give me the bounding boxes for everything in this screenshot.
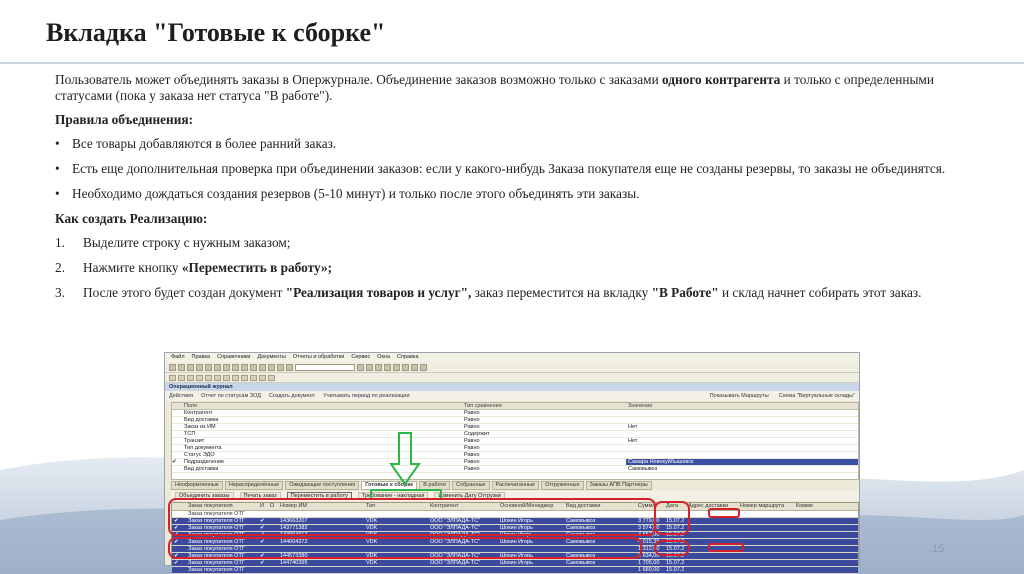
virtual-warehouses-checkbox[interactable]: Схема "Виртуальные склады"	[778, 393, 855, 399]
table-cell: ООО "ЭЛПАДА-ТС"	[430, 553, 481, 559]
list-item: 3. После этого будет создан документ "Реализация товаров и услуг", заказ переместится на вкладку "В Работе" и склад начнет собирать этот заказ.	[55, 285, 922, 300]
toolbar-icon[interactable]	[205, 375, 212, 381]
toolbar-icon[interactable]	[241, 375, 248, 381]
filter-row[interactable]: Вид доставки Равно Самовывоз	[172, 466, 858, 473]
toolbar-icon[interactable]	[232, 375, 239, 381]
filter-row[interactable]: Статус ЭДО Равно	[172, 452, 858, 459]
toolbar-icon[interactable]	[187, 364, 194, 371]
main-toolbar	[165, 362, 859, 373]
table-cell: Шокин Игорь	[500, 518, 533, 524]
tab-assembled[interactable]: Собранные	[452, 481, 489, 490]
menu-item[interactable]: Правка	[191, 354, 211, 360]
table-cell: Шокин Игорь	[500, 553, 533, 559]
table-cell: ✔	[174, 553, 179, 559]
table-cell: ✔	[260, 525, 265, 531]
table-cell	[794, 525, 858, 531]
table-cell: Самовывоз	[566, 525, 596, 531]
table-cell: 15.07.2	[666, 553, 685, 559]
table-cell: Самовывоз	[566, 532, 596, 538]
table-cell	[172, 567, 186, 573]
table-cell: 15.07.2	[666, 525, 685, 531]
table-cell: Самовывоз	[566, 518, 596, 524]
toolbar-icon[interactable]	[268, 364, 275, 371]
period-toggle[interactable]: Учитывать период по реализации	[323, 393, 410, 399]
table-cell: ✔	[260, 553, 265, 559]
filter-row[interactable]: Заказ из ИМ Равно Нет	[172, 424, 858, 431]
table-cell: 143663207	[280, 518, 308, 524]
table-cell: VDK	[366, 532, 378, 538]
change-ship-date-button[interactable]: Изменить Дату Отгрузки	[434, 492, 504, 500]
table-cell	[738, 539, 794, 545]
tab-in-work[interactable]: В работе	[419, 481, 450, 490]
table-cell: ООО "ЭЛПАДА-ТС"	[430, 525, 481, 531]
table-cell	[738, 567, 794, 573]
column-header[interactable]: Значение	[628, 403, 653, 409]
print-order-button[interactable]: Печать заказ	[240, 492, 281, 500]
column-header[interactable]: Тип сравнения	[464, 403, 502, 409]
column-header[interactable]: Вид доставки	[566, 503, 601, 509]
table-cell	[278, 567, 364, 573]
table-cell: VDK	[366, 560, 378, 566]
table-cell: Заказ покупателя ОТГ	[188, 567, 245, 573]
toolbar-icon[interactable]	[366, 364, 373, 371]
table-row[interactable]	[172, 567, 858, 574]
toolbar-icon[interactable]	[411, 364, 418, 371]
table-cell: Шокин Игорь	[500, 532, 533, 538]
table-cell: 15.07.2	[666, 539, 685, 545]
search-input[interactable]	[295, 364, 355, 371]
table-cell	[794, 539, 858, 545]
table-cell	[738, 532, 794, 538]
filter-row[interactable]: Вид доставки Равно	[172, 417, 858, 424]
toolbar-icon[interactable]	[420, 364, 427, 371]
orders-highlight-oval	[168, 537, 642, 559]
column-header[interactable]: Комме	[796, 503, 813, 509]
table-cell	[498, 567, 564, 573]
toolbar-icon[interactable]	[250, 375, 257, 381]
down-arrow-icon	[390, 432, 420, 486]
tab-shipped[interactable]: Отгруженные	[541, 481, 583, 490]
toolbar-icon[interactable]	[402, 364, 409, 371]
table-cell: VDK	[366, 525, 378, 531]
filter-table	[171, 402, 859, 480]
menu-item[interactable]: Сервис	[351, 354, 371, 360]
table-cell: 1 312,00	[638, 546, 660, 552]
menu-bar	[165, 353, 859, 362]
toolbar-icon[interactable]	[250, 364, 257, 371]
table-cell	[738, 553, 794, 559]
slide-title: Вкладка "Готовые к сборке"	[46, 18, 386, 47]
table-cell: ✔	[260, 518, 265, 524]
toolbar-icon[interactable]	[178, 364, 185, 371]
table-cell: Заказ покупателя ОТГ	[188, 539, 245, 545]
toolbar-icon[interactable]	[393, 364, 400, 371]
menu-item[interactable]: Справка	[397, 354, 419, 360]
table-cell: 15.07.2	[666, 567, 685, 573]
table-cell	[686, 525, 738, 531]
table-cell	[686, 567, 738, 573]
filter-row[interactable]: Контрагент Равно	[172, 410, 858, 417]
steps-list	[55, 235, 975, 301]
options-checks	[710, 393, 855, 399]
table-cell	[686, 553, 738, 559]
toolbar-icon[interactable]	[357, 364, 364, 371]
table-cell: 143771382	[280, 525, 308, 531]
toolbar-icon[interactable]	[214, 375, 221, 381]
menu-item[interactable]: Справочники	[217, 354, 251, 360]
table-cell	[794, 518, 858, 524]
actions-bar	[165, 391, 859, 401]
table-cell: 2 634,00	[638, 553, 660, 559]
table-cell	[428, 567, 498, 573]
filter-row[interactable]: Транзит Равно Нет	[172, 438, 858, 445]
table-cell: ✔	[260, 560, 265, 566]
table-cell: Заказ покупателя ОТГ	[188, 553, 245, 559]
toolbar-icon[interactable]	[223, 375, 230, 381]
table-cell: Заказ покупателя ОТГ	[188, 560, 245, 566]
column-header[interactable]: Номер ИМ	[280, 503, 307, 509]
table-cell: 3 779,00	[638, 518, 660, 524]
table-cell: Шокин Игорь	[500, 560, 533, 566]
table-cell: 1 705,00	[638, 560, 660, 566]
column-header[interactable]: Контрагент	[430, 503, 459, 509]
menu-item[interactable]: Окна	[377, 354, 390, 360]
show-routes-checkbox[interactable]: Показывать Маршруты	[709, 393, 769, 399]
table-cell: Самовывоз	[566, 553, 596, 559]
actions-menu[interactable]: Действия	[169, 393, 194, 399]
toolbar-icon[interactable]	[178, 375, 185, 381]
date-highlight-oval	[708, 508, 740, 518]
tab-ready-to-assemble[interactable]: Готовые к сборке	[361, 481, 417, 490]
column-header[interactable]: Дата	[666, 503, 679, 509]
table-cell: Заказ покупателя ОТГ	[188, 511, 245, 517]
table-cell: VDK	[366, 553, 378, 559]
table-cell: ООО "ЭЛПАДА-ТС"	[430, 518, 481, 524]
toolbar-icon[interactable]	[384, 364, 391, 371]
table-cell	[268, 560, 278, 566]
toolbar-icon[interactable]	[214, 364, 221, 371]
table-cell: Заказ покупателя ОТГ	[188, 546, 245, 552]
list-item: 1. Выделите строку с нужным заказом;	[55, 235, 291, 250]
table-cell: Самовывоз	[566, 560, 596, 566]
tab-partners[interactable]: Заказы АПВ Партнеры	[586, 481, 652, 490]
toolbar-icon[interactable]	[268, 375, 275, 381]
tab-unprocessed[interactable]: Неоформленные	[171, 481, 223, 490]
table-cell: ✔	[174, 539, 179, 545]
table-cell: ООО "ЭЛПАДА-ТС"	[430, 539, 481, 545]
table-cell	[738, 525, 794, 531]
table-cell: Заказ покупателя ОТГ	[188, 518, 245, 524]
slide-body	[55, 72, 975, 310]
table-cell: ✔	[260, 532, 265, 538]
window-title: Операционный журнал	[165, 383, 859, 391]
table-cell	[794, 546, 858, 552]
how-heading: Как создать Реализацию:	[55, 211, 208, 226]
filter-row[interactable]: ✔ Подразделение Равно Самара Новокуйбышевск	[172, 459, 858, 466]
sum-highlight-oval	[654, 501, 690, 535]
table-cell: Самовывоз	[566, 539, 596, 545]
create-document-button[interactable]: Создать документ	[268, 393, 316, 399]
table-cell	[794, 553, 858, 559]
intro-paragraph: Пользователь может объединять заказы в Опержурнале. Объединение заказов возможно только с заказами одного контрагента и только с определенными статусами (пока у заказа нет статуса "В работе").	[55, 72, 934, 103]
toolbar-icon[interactable]	[169, 364, 176, 371]
list-item: • Все товары добавляются в более ранний заказ.	[55, 136, 337, 151]
table-cell: 15.07.2	[666, 560, 685, 566]
table-cell	[738, 511, 794, 517]
menu-item[interactable]: Документы	[257, 354, 286, 360]
toolbar-icon[interactable]	[223, 364, 230, 371]
table-cell: ООО "ЭЛПАДА-ТС"	[430, 560, 481, 566]
table-cell	[268, 567, 278, 573]
table-cell: Шокин Игорь	[500, 539, 533, 545]
requisition-invoice-button[interactable]: Требование - накладная	[358, 492, 428, 500]
date-highlight-oval	[708, 543, 744, 552]
status-report-button[interactable]: Отчет по статусам ЗОД	[201, 393, 261, 399]
secondary-toolbar	[165, 373, 859, 383]
column-header[interactable]: Адрес доставки	[688, 503, 729, 509]
table-cell: 144004372	[280, 539, 308, 545]
table-cell: Шокин Игорь	[500, 525, 533, 531]
column-header[interactable]: Сумма	[638, 503, 656, 509]
table-row[interactable]	[172, 560, 858, 567]
table-cell: 144573380	[280, 553, 308, 559]
menu-item[interactable]: Файл	[171, 354, 185, 360]
toolbar-icon[interactable]	[259, 375, 266, 381]
table-cell: VDK	[366, 539, 378, 545]
merge-orders-button[interactable]: Объединить заказы	[175, 492, 234, 500]
toolbar-icon[interactable]	[375, 364, 382, 371]
table-cell	[794, 567, 858, 573]
toolbar-icon[interactable]	[241, 364, 248, 371]
table-cell: 4 557,00	[638, 532, 660, 538]
toolbar-icon[interactable]	[259, 364, 266, 371]
column-header[interactable]: Заказ покупателя	[188, 503, 233, 509]
table-cell	[738, 518, 794, 524]
rules-list	[55, 136, 975, 202]
filter-header	[172, 403, 858, 410]
toolbar-icon[interactable]	[286, 364, 293, 371]
table-cell	[738, 546, 794, 552]
tab-unallocated[interactable]: Нераспределённые	[225, 481, 283, 490]
toolbar-icon[interactable]	[277, 364, 284, 371]
table-cell	[258, 567, 268, 573]
table-cell: 15.07.2	[666, 532, 685, 538]
toolbar-icon[interactable]	[169, 375, 176, 381]
table-cell	[794, 560, 858, 566]
toolbar-icon[interactable]	[187, 375, 194, 381]
filter-row[interactable]: Тип документа Равно	[172, 445, 858, 452]
sum-highlight-oval	[654, 540, 690, 556]
orders-highlight-oval	[168, 498, 656, 536]
table-cell: 144740395	[280, 560, 308, 566]
journal-tabs	[171, 481, 859, 490]
move-to-work-button[interactable]: Переместить в работу	[287, 492, 352, 500]
table-cell	[686, 532, 738, 538]
list-item: • Есть еще дополнительная проверка при объединении заказов: если у какого-нибудь Заказа покупателя еще не созданы резервы, то заказы не объединятся.	[55, 161, 946, 176]
tab-printed[interactable]: Распечатанные	[492, 481, 540, 490]
column-header[interactable]: Номер маршрута	[740, 503, 785, 509]
list-item: 2. Нажмите кнопку «Переместить в работу»;	[55, 260, 333, 275]
table-cell: ✔	[174, 518, 179, 524]
table-cell: 1 680,00	[638, 567, 660, 573]
table-cell: Заказ покупателя ОТГ	[188, 532, 245, 538]
menu-item[interactable]: Отчеты и обработки	[292, 354, 345, 360]
list-item: • Необходимо дождаться создания резервов (5-10 минут) и только после этого объединять эти заказы.	[55, 186, 640, 201]
table-cell: VDK	[366, 518, 378, 524]
table-cell: ✔	[260, 539, 265, 545]
table-cell: ООО "ЭЛПАДА-ТС"	[430, 532, 481, 538]
table-cell: 15.07.2	[666, 518, 685, 524]
table-cell: 4 015,35	[638, 539, 660, 545]
page-number: 15	[932, 543, 945, 555]
column-header[interactable]: Тип	[366, 503, 376, 509]
table-cell	[738, 560, 794, 566]
table-cell: 15.07.2	[666, 546, 685, 552]
table-cell: ✔	[174, 532, 179, 538]
column-header[interactable]: Основной/Менеджер	[500, 503, 554, 509]
table-cell: ✔	[174, 560, 179, 566]
toolbar-icon[interactable]	[196, 364, 203, 371]
toolbar-icon[interactable]	[205, 364, 212, 371]
title-divider	[0, 62, 1024, 64]
tab-awaiting[interactable]: Ожидающие поступления	[285, 481, 359, 490]
table-cell	[686, 560, 738, 566]
table-cell	[794, 532, 858, 538]
toolbar-icon[interactable]	[232, 364, 239, 371]
rules-heading: Правила объединения:	[55, 112, 194, 127]
column-header[interactable]: О	[270, 503, 275, 509]
table-cell: 143964912	[280, 532, 308, 538]
table-cell: Заказ покупателя ОТГ	[188, 525, 245, 531]
table-cell: 3 574,00	[638, 525, 660, 531]
table-cell: ✔	[174, 525, 179, 531]
toolbar-icon[interactable]	[196, 375, 203, 381]
table-cell	[564, 567, 636, 573]
filter-row[interactable]: ТСП Содержит	[172, 431, 858, 438]
table-cell	[794, 511, 858, 517]
column-header[interactable]: И	[260, 503, 264, 509]
column-header[interactable]: Поле	[184, 403, 198, 409]
table-cell	[364, 567, 428, 573]
table-cell	[686, 518, 738, 524]
